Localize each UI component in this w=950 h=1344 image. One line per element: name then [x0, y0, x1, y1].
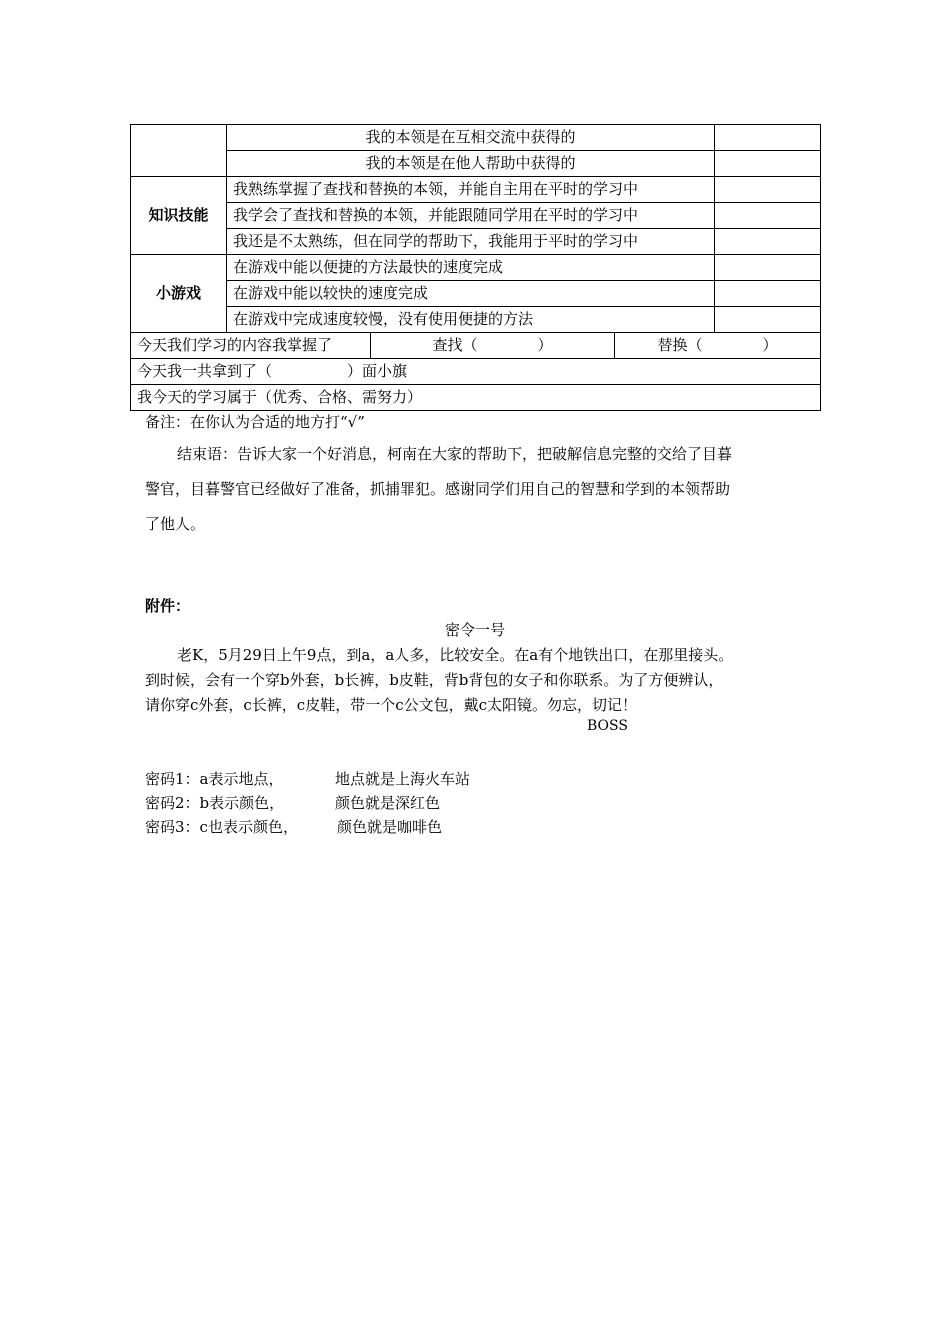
table-row	[131, 177, 821, 203]
code-answer: 颜色就是咖啡色	[337, 818, 443, 836]
appendix-title: 密令一号	[444, 621, 505, 639]
code-answer: 颜色就是深红色	[335, 794, 441, 812]
category-knowledge: 知识技能	[131, 177, 227, 255]
table-row	[131, 151, 821, 177]
code-label: 密码3：c也表示颜色，	[145, 818, 298, 836]
check-cell[interactable]	[715, 125, 821, 151]
mastery-label: 今天我们学习的内容我掌握了	[131, 333, 371, 359]
closing-line: 结束语：告诉大家一个好消息，柯南在大家的帮助下，把破解信息完整的交给了目暮	[177, 445, 733, 463]
check-cell[interactable]	[715, 307, 821, 333]
criterion-cell: 我熟练掌握了查找和替换的本领，并能自主用在平时的学习中	[227, 177, 715, 203]
secret-message	[145, 643, 810, 718]
table-row	[131, 229, 821, 255]
check-cell[interactable]	[715, 281, 821, 307]
check-cell[interactable]	[715, 203, 821, 229]
check-cell[interactable]	[715, 151, 821, 177]
closing-paragraph	[145, 437, 810, 542]
table-row	[131, 255, 821, 281]
check-cell[interactable]	[715, 229, 821, 255]
signature: BOSS	[587, 718, 628, 734]
table-row	[131, 125, 821, 151]
closing-line: 了他人。	[145, 515, 206, 533]
criterion-cell: 我学会了查找和替换的本领，并能跟随同学用在平时的学习中	[227, 203, 715, 229]
appendix-heading: 附件：	[145, 597, 191, 615]
code-item	[145, 767, 470, 791]
grade-field[interactable]: 我今天的学习属于（优秀、合格、需努力）	[131, 385, 821, 411]
criterion-cell: 在游戏中能以较快的速度完成	[227, 281, 715, 307]
closing-line: 警官，目暮警官已经做好了准备，抓捕罪犯。感谢同学们用自己的智慧和学到的本领帮助	[145, 480, 731, 498]
note-text: 备注：在你认为合适的地方打“√”	[145, 413, 365, 431]
table-row	[131, 203, 821, 229]
criterion-cell: 在游戏中完成速度较慢，没有使用便捷的方法	[227, 307, 715, 333]
criterion-cell: 我还是不太熟练，但在同学的帮助下，我能用于平时的学习中	[227, 229, 715, 255]
message-line: 到时候，会有一个穿b外套，b长裤，b皮鞋，背b背包的女子和你联系。为了方便辨认，	[145, 671, 724, 689]
flags-field[interactable]: 今天我一共拿到了（ ）面小旗	[131, 359, 821, 385]
criterion-cell: 我的本领是在他人帮助中获得的	[227, 151, 715, 177]
evaluation-table	[130, 124, 821, 411]
table-row	[131, 307, 821, 333]
table-row	[131, 385, 821, 411]
table-row	[131, 281, 821, 307]
criterion-cell: 在游戏中能以便捷的方法最快的速度完成	[227, 255, 715, 281]
message-line: 请你穿c外套，c长裤，c皮鞋，带一个c公文包，戴c太阳镜。勿忘，切记！	[145, 696, 638, 714]
category-cell-blank	[131, 125, 227, 177]
find-field[interactable]: 查找（ ）	[371, 333, 615, 359]
code-item	[145, 815, 470, 839]
table-row	[131, 333, 821, 359]
message-line: 老K，5月29日上午9点，到a，a人多，比较安全。在a有个地铁出口，在那里接头。	[177, 646, 734, 664]
category-game: 小游戏	[131, 255, 227, 333]
code-item	[145, 791, 470, 815]
check-cell[interactable]	[715, 255, 821, 281]
code-answer: 地点就是上海火车站	[335, 770, 471, 788]
code-label: 密码2：b表示颜色，	[145, 794, 285, 812]
code-label: 密码1：a表示地点，	[145, 770, 284, 788]
table-row	[131, 359, 821, 385]
replace-field[interactable]: 替换（ ）	[615, 333, 821, 359]
criterion-cell: 我的本领是在互相交流中获得的	[227, 125, 715, 151]
check-cell[interactable]	[715, 177, 821, 203]
code-list	[145, 767, 470, 839]
